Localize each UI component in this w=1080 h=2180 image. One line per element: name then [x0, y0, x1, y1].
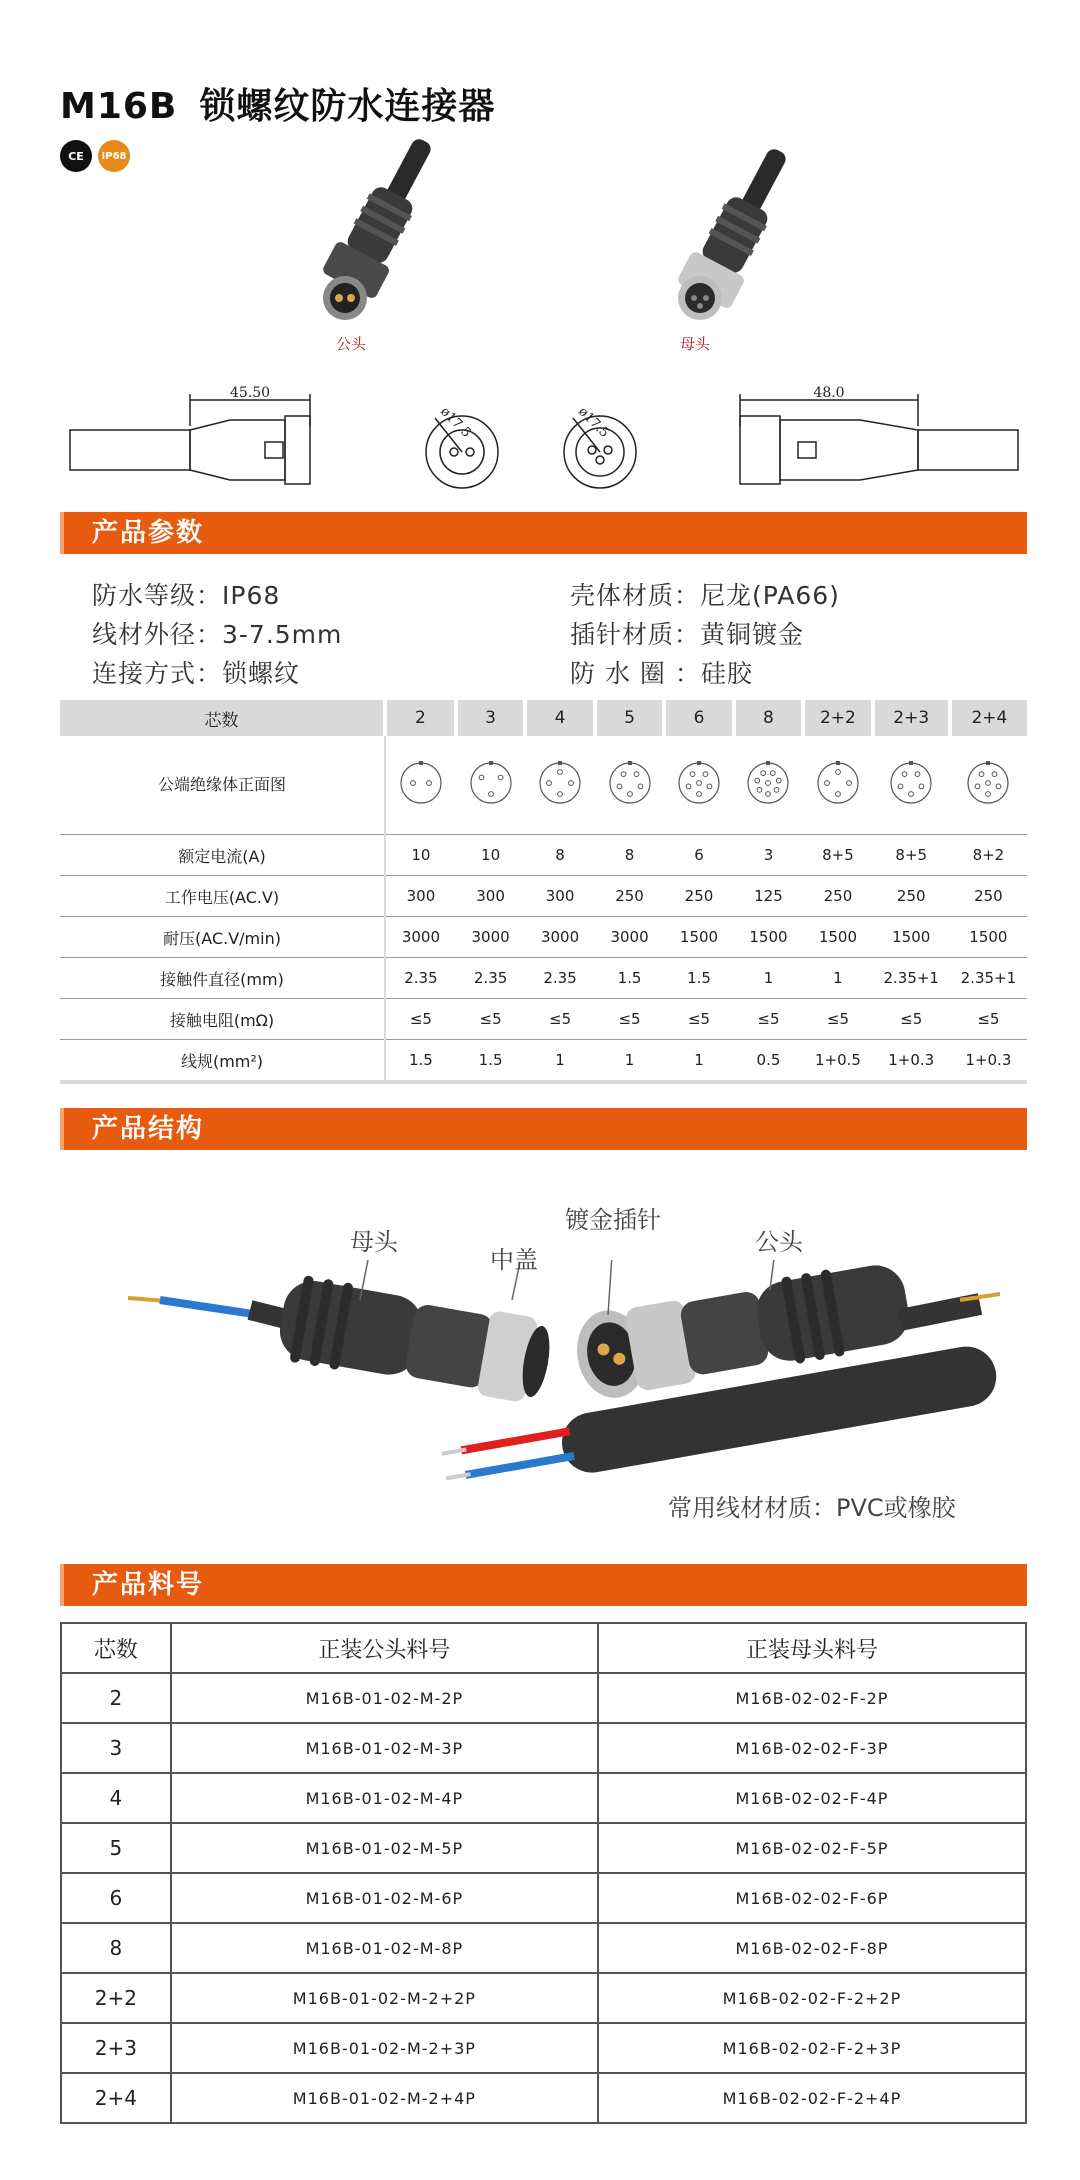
parts-header-pins: 芯数	[61, 1623, 171, 1673]
spec-cell: ≤5	[873, 999, 950, 1040]
diameter-2: ø17.5	[575, 404, 612, 441]
male-part-number: M16B-01-02-M-5P	[171, 1823, 598, 1873]
spec-cell: 10	[456, 835, 525, 876]
pin-face-8-icon	[743, 758, 793, 808]
spec-col-header: 5	[595, 700, 664, 736]
spec-cell: 1+0.5	[803, 1040, 872, 1083]
spec-cell: ≤5	[734, 999, 803, 1040]
female-caption: 母头	[680, 335, 711, 353]
parts-row	[61, 1923, 1026, 1973]
spec-table	[60, 700, 1027, 1084]
spec-cell: 250	[664, 876, 733, 917]
female-part-number: M16B-02-02-F-2P	[598, 1673, 1026, 1723]
spec-col-header: 4	[525, 700, 594, 736]
parts-pin-count: 3	[61, 1723, 171, 1773]
ip68-badge: IP68	[98, 140, 130, 172]
spec-cell: 8+5	[873, 835, 950, 876]
product-name: 锁螺纹防水连接器	[199, 86, 496, 127]
spec-row	[60, 958, 1027, 999]
parts-row	[61, 1973, 1026, 2023]
label-female: 母头	[350, 1228, 398, 1256]
spec-cell: 250	[950, 876, 1027, 917]
spec-row-label: 耐压(AC.V/min)	[60, 917, 385, 958]
male-connector-photo	[300, 130, 460, 320]
spec-cell: 0.5	[734, 1040, 803, 1083]
parts-pin-count: 4	[61, 1773, 171, 1823]
spec-cell: 250	[595, 876, 664, 917]
spec-cell: ≤5	[456, 999, 525, 1040]
male-part-number: M16B-01-02-M-2+3P	[171, 2023, 598, 2073]
spec-cell: ≤5	[664, 999, 733, 1040]
spec-row-label: 额定电流(A)	[60, 835, 385, 876]
male-part-number: M16B-01-02-M-6P	[171, 1873, 598, 1923]
female-part-number: M16B-02-02-F-6P	[598, 1873, 1026, 1923]
parts-table	[60, 1622, 1027, 2124]
label-cable: 常用线材材质：PVC或橡胶	[668, 1494, 956, 1522]
spec-header-label: 芯数	[60, 700, 385, 736]
spec-cell: 6	[664, 835, 733, 876]
section-partno-banner: 产品料号	[60, 1564, 1027, 1606]
pin-face-3-icon	[466, 758, 516, 808]
param-connection: 连接方式：锁螺纹	[92, 659, 301, 688]
spec-cell: 3000	[525, 917, 594, 958]
pin-face-2-icon	[396, 758, 446, 808]
model-code: M16B	[60, 86, 178, 127]
spec-cell: ≤5	[385, 999, 456, 1040]
spec-cell: 1	[595, 1040, 664, 1083]
pin-face-6-icon	[674, 758, 724, 808]
parts-row	[61, 1823, 1026, 1873]
param-seal: 防 水 圈 ：硅胶	[570, 659, 753, 688]
spec-cell: 8	[595, 835, 664, 876]
spec-cell: 2.35+1	[873, 958, 950, 999]
female-connector-photo	[655, 140, 815, 330]
spec-cell: ≤5	[595, 999, 664, 1040]
spec-cell: 1500	[803, 917, 872, 958]
spec-cell: 1500	[950, 917, 1027, 958]
section-structure-banner: 产品结构	[60, 1108, 1027, 1150]
spec-cell: 1	[525, 1040, 594, 1083]
spec-cell: 2.35	[456, 958, 525, 999]
pin-face-2-4-icon	[963, 758, 1013, 808]
parts-header-female: 正装母头料号	[598, 1623, 1026, 1673]
spec-col-header: 2	[385, 700, 456, 736]
spec-row-label: 线规(mm²)	[60, 1040, 385, 1083]
parts-pin-count: 2+3	[61, 2023, 171, 2073]
spec-cell: 2.35	[525, 958, 594, 999]
param-pin: 插针材质：黄铜镀金	[570, 620, 805, 649]
spec-col-header: 2+2	[803, 700, 872, 736]
spec-col-header: 8	[734, 700, 803, 736]
parts-row	[61, 2073, 1026, 2123]
spec-row	[60, 876, 1027, 917]
spec-cell: 300	[456, 876, 525, 917]
spec-cell: 1	[734, 958, 803, 999]
length-female: 48.0	[813, 385, 845, 401]
male-part-number: M16B-01-02-M-2+2P	[171, 1973, 598, 2023]
spec-cell: 2.35+1	[950, 958, 1027, 999]
spec-row	[60, 917, 1027, 958]
spec-cell: 1+0.3	[950, 1040, 1027, 1083]
param-cable-od: 线材外径：3-7.5mm	[92, 620, 343, 649]
spec-row-label: 工作电压(AC.V)	[60, 876, 385, 917]
parts-pin-count: 2	[61, 1673, 171, 1723]
spec-cell: 1.5	[385, 1040, 456, 1083]
spec-cell: 1	[664, 1040, 733, 1083]
parts-pin-count: 8	[61, 1923, 171, 1973]
diameter-1: ø17.5	[437, 404, 474, 441]
male-part-number: M16B-01-02-M-8P	[171, 1923, 598, 1973]
spec-cell: 3000	[385, 917, 456, 958]
parts-row	[61, 1773, 1026, 1823]
param-shell: 壳体材质：尼龙(PA66)	[570, 581, 840, 610]
spec-cell: 1500	[734, 917, 803, 958]
spec-cell: 2.35	[385, 958, 456, 999]
label-male: 公头	[755, 1228, 803, 1256]
female-part-number: M16B-02-02-F-4P	[598, 1773, 1026, 1823]
parts-header-male: 正装公头料号	[171, 1623, 598, 1673]
pin-face-4-icon	[535, 758, 585, 808]
pin-face-2-2-icon	[813, 758, 863, 808]
female-part-number: M16B-02-02-F-3P	[598, 1723, 1026, 1773]
spec-cell: 1	[803, 958, 872, 999]
male-part-number: M16B-01-02-M-2P	[171, 1673, 598, 1723]
spec-cell: 3000	[595, 917, 664, 958]
page-title	[60, 78, 495, 129]
spec-cell: 8+5	[803, 835, 872, 876]
male-caption: 公头	[336, 335, 367, 353]
pin-face-2-3-icon	[886, 758, 936, 808]
spec-cell: 1+0.3	[873, 1040, 950, 1083]
spec-cell: 1.5	[664, 958, 733, 999]
spec-cell: 300	[385, 876, 456, 917]
spec-cell: 3	[734, 835, 803, 876]
ce-badge: CE	[60, 140, 92, 172]
male-part-number: M16B-01-02-M-2+4P	[171, 2073, 598, 2123]
male-part-number: M16B-01-02-M-3P	[171, 1723, 598, 1773]
spec-col-header: 2+3	[873, 700, 950, 736]
spec-col-header: 2+4	[950, 700, 1027, 736]
spec-cell: 1.5	[595, 958, 664, 999]
parts-row	[61, 1673, 1026, 1723]
spec-col-header: 3	[456, 700, 525, 736]
spec-col-header: 6	[664, 700, 733, 736]
female-part-number: M16B-02-02-F-5P	[598, 1823, 1026, 1873]
spec-row	[60, 835, 1027, 876]
spec-cell: ≤5	[525, 999, 594, 1040]
parts-pin-count: 2+4	[61, 2073, 171, 2123]
female-part-number: M16B-02-02-F-2+3P	[598, 2023, 1026, 2073]
female-part-number: M16B-02-02-F-8P	[598, 1923, 1026, 1973]
spec-row-label: 接触件直径(mm)	[60, 958, 385, 999]
spec-cell: 300	[525, 876, 594, 917]
length-male: 45.50	[229, 385, 271, 401]
spec-cell: 250	[873, 876, 950, 917]
spec-cell: 1500	[873, 917, 950, 958]
parts-row	[61, 1873, 1026, 1923]
section-params-banner: 产品参数	[60, 512, 1027, 554]
param-waterproof: 防水等级：IP68	[92, 581, 281, 610]
spec-cell: 8+2	[950, 835, 1027, 876]
parts-row	[61, 1723, 1026, 1773]
spec-row	[60, 1040, 1027, 1083]
female-part-number: M16B-02-02-F-2+2P	[598, 1973, 1026, 2023]
parts-row	[61, 2023, 1026, 2073]
parts-pin-count: 5	[61, 1823, 171, 1873]
female-part-number: M16B-02-02-F-2+4P	[598, 2073, 1026, 2123]
spec-cell: 10	[385, 835, 456, 876]
spec-cell: 8	[525, 835, 594, 876]
spec-cell: 1500	[664, 917, 733, 958]
spec-row-label: 接触电阻(mΩ)	[60, 999, 385, 1040]
spec-cell: 3000	[456, 917, 525, 958]
dimension-drawings	[60, 380, 1027, 500]
spec-row	[60, 999, 1027, 1040]
pin-row-label: 公端绝缘体正面图	[60, 736, 385, 835]
parts-pin-count: 2+2	[61, 1973, 171, 2023]
parts-pin-count: 6	[61, 1873, 171, 1923]
label-pin: 镀金插针	[565, 1206, 661, 1234]
spec-cell: 125	[734, 876, 803, 917]
spec-cell: 1.5	[456, 1040, 525, 1083]
male-part-number: M16B-01-02-M-4P	[171, 1773, 598, 1823]
pin-face-5-icon	[605, 758, 655, 808]
spec-cell: ≤5	[803, 999, 872, 1040]
label-cap: 中盖	[490, 1246, 538, 1274]
structure-illustration	[120, 1260, 1000, 1480]
spec-cell: ≤5	[950, 999, 1027, 1040]
spec-cell: 250	[803, 876, 872, 917]
